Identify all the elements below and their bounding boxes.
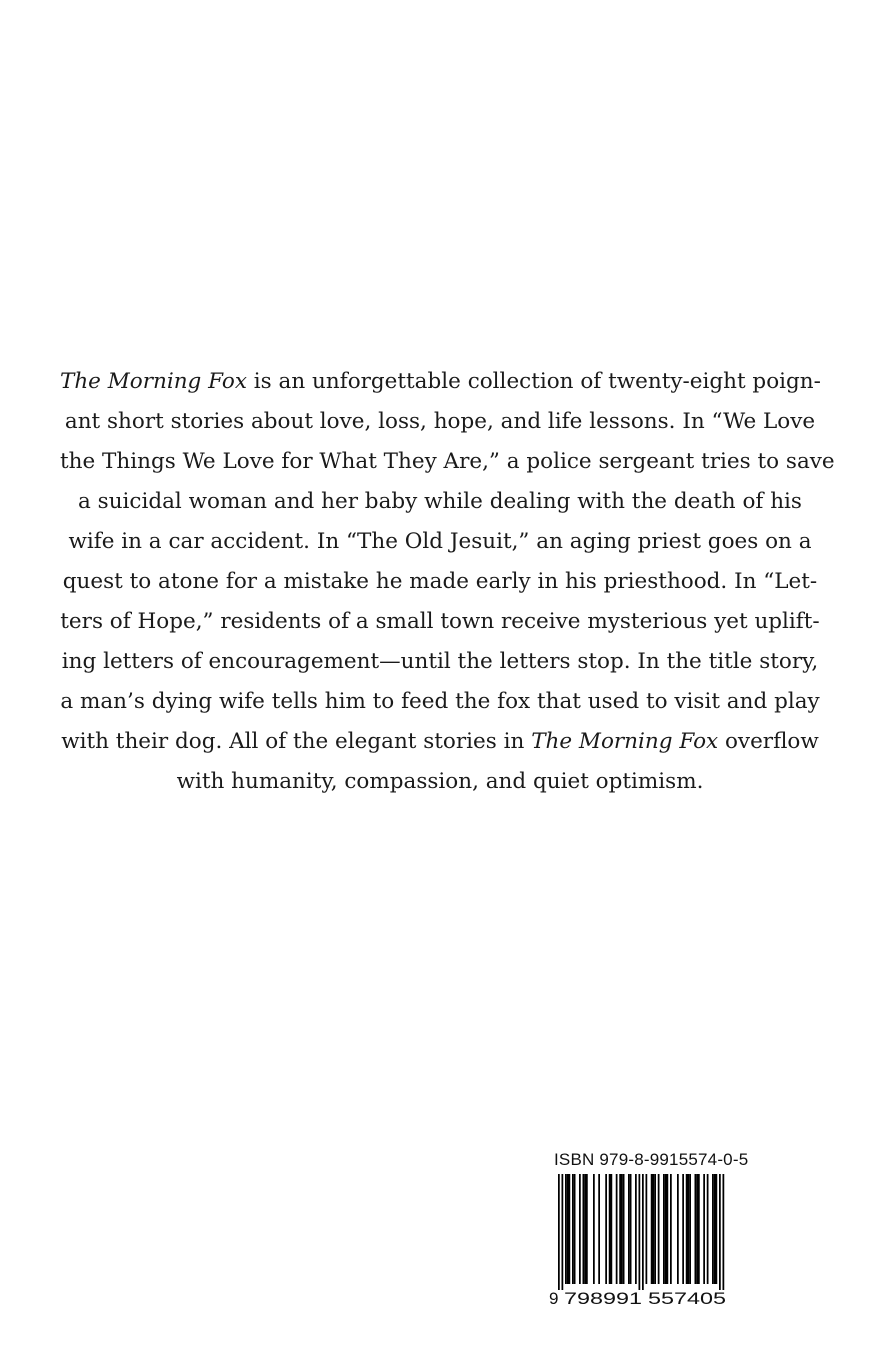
isbn-label: ISBN 979-8-9915574-0-5: [554, 1150, 749, 1169]
barcode-bar: [609, 1174, 611, 1284]
blurb-text: ant short stories about love, loss, hope, and life lessons. In “We Love: [64, 409, 816, 434]
barcode-bar: [698, 1174, 700, 1284]
barcode-bar: [712, 1174, 714, 1284]
barcode-bar: [635, 1174, 637, 1284]
blurb-text: with their dog. All of the elegant stories in: [61, 729, 532, 754]
barcode-bar: [574, 1174, 576, 1284]
barcode-bar: [630, 1174, 632, 1284]
barcode-bar: [583, 1174, 585, 1284]
isbn-barcode-block: [546, 1150, 749, 1308]
barcode-right-digits: 557405: [648, 1289, 726, 1308]
barcode-bars: [558, 1174, 724, 1290]
barcode-bar: [569, 1174, 571, 1284]
barcode-left-digits: 798991: [564, 1289, 642, 1308]
barcode-bar: [651, 1174, 653, 1284]
book-title-italic: The Morning Fox: [60, 369, 247, 394]
barcode-bar: [565, 1174, 567, 1284]
barcode-bar: [686, 1174, 688, 1284]
barcode-bar: [611, 1174, 613, 1284]
blurb-line: [60, 682, 820, 722]
barcode-bar: [584, 1174, 586, 1284]
barcode-bar: [707, 1174, 709, 1284]
barcode-bar: [695, 1174, 697, 1284]
barcode-bar: [716, 1174, 718, 1284]
barcode-bar: [572, 1174, 574, 1284]
barcode-bar: [562, 1174, 564, 1290]
blurb-text: wife in a car accident. In “The Old Jesuit,” an aging priest goes on a: [68, 529, 812, 554]
blurb-line: [60, 482, 820, 522]
barcode-bar: [646, 1174, 648, 1284]
blurb-text: overflow: [718, 729, 819, 754]
barcode-bar: [667, 1174, 669, 1284]
barcode-bar: [658, 1174, 660, 1284]
barcode-bar: [642, 1174, 644, 1290]
barcode-bar: [605, 1174, 607, 1284]
barcode-bar: [579, 1174, 581, 1284]
barcode-bar: [628, 1174, 630, 1284]
barcode-bar: [703, 1174, 705, 1284]
barcode-bar: [567, 1174, 569, 1284]
barcode-bar: [689, 1174, 691, 1284]
blurb-text: a suicidal woman and her baby while dealing with the death of his: [78, 489, 802, 514]
barcode-bar: [593, 1174, 595, 1284]
barcode-bar: [688, 1174, 690, 1284]
barcode-bar: [677, 1174, 679, 1284]
barcode-bar: [663, 1174, 665, 1284]
barcode-bar: [665, 1174, 667, 1284]
blurb-line: [60, 442, 835, 482]
barcode-bar: [639, 1174, 641, 1290]
barcode-bar: [621, 1174, 623, 1284]
barcode-bar: [682, 1174, 684, 1284]
blurb-text: ing letters of encouragement—until the letters stop. In the title story,: [61, 649, 819, 674]
blurb-line: [60, 722, 820, 762]
blurb-line: [60, 362, 820, 402]
barcode-bar: [558, 1174, 560, 1290]
barcode-bar: [623, 1174, 625, 1284]
blurb-text: is an unforgettable collection of twenty-eight poign-: [246, 369, 821, 394]
blurb-line: [60, 562, 820, 602]
book-title-italic: The Morning Fox: [531, 729, 719, 754]
barcode-bar: [616, 1174, 618, 1284]
barcode-lead-digit: 9: [549, 1289, 559, 1308]
blurb-text: the Things We Love for What They Are,” a police sergeant tries to save: [60, 449, 835, 474]
blurb-text: ters of Hope,” residents of a small town receive mysterious yet uplift-: [60, 609, 820, 634]
barcode-bar: [714, 1174, 716, 1284]
blurb-line: [60, 762, 820, 802]
barcode-bar: [723, 1174, 725, 1290]
blurb-line: [60, 602, 820, 642]
blurb-text: quest to atone for a mistake he made early in his priesthood. In “Let-: [62, 569, 818, 594]
blurb-text: a man’s dying wife tells him to feed the fox that used to visit and play: [60, 689, 820, 714]
barcode-icon: [546, 1172, 732, 1308]
barcode-bar: [598, 1174, 600, 1284]
blurb-line: [60, 402, 820, 442]
barcode-bar: [696, 1174, 698, 1284]
barcode-bar: [719, 1174, 721, 1290]
back-cover-blurb: [60, 362, 835, 802]
blurb-text: with humanity, compassion, and quiet optimism.: [176, 769, 704, 794]
barcode-bar: [586, 1174, 588, 1284]
barcode-bar: [654, 1174, 656, 1284]
blurb-line: [60, 642, 820, 682]
barcode-bar: [653, 1174, 655, 1284]
blurb-line: [60, 522, 820, 562]
barcode-bar: [619, 1174, 621, 1284]
barcode-bar: [670, 1174, 672, 1284]
